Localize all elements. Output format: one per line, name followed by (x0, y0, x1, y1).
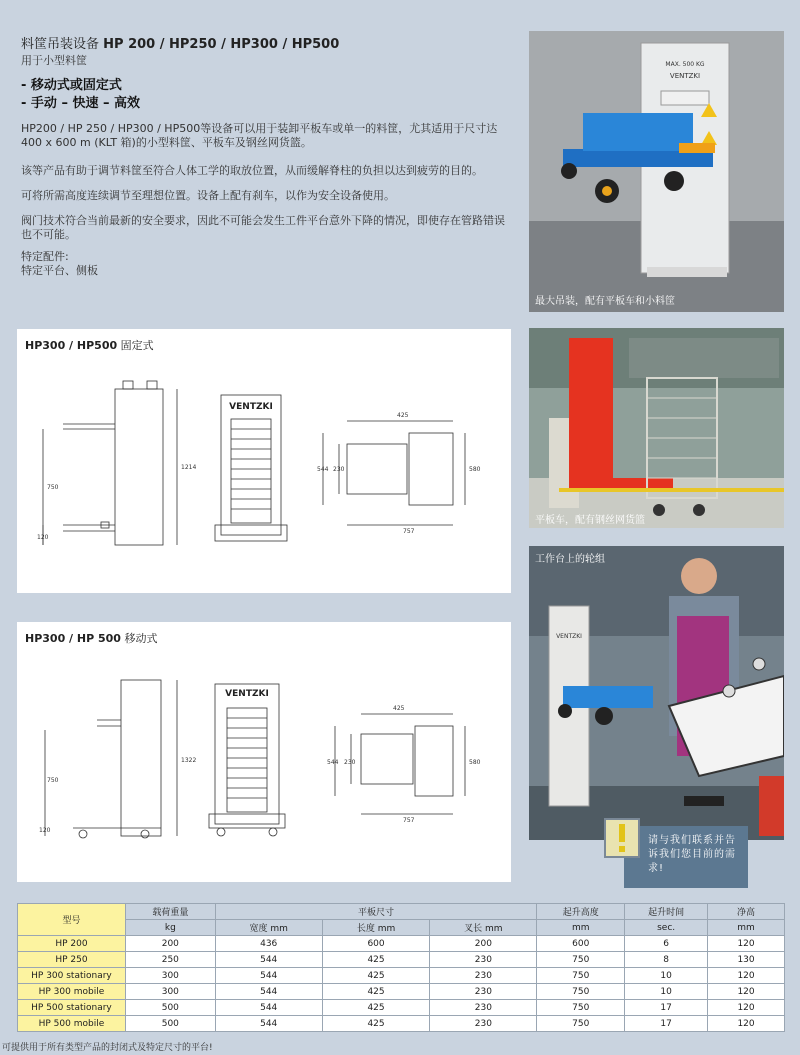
table-cell: 425 (322, 1016, 430, 1032)
table-cell: 200 (430, 936, 537, 952)
photo-3-brand: VENTZKI (556, 633, 582, 640)
contact-text: 请与我们联系并告诉我们您目前的需求! (648, 835, 736, 874)
table-cell-model: HP 500 mobile (18, 1016, 126, 1032)
header-lift-time: 起升时间 (625, 904, 708, 920)
table-cell: 500 (125, 1000, 215, 1016)
table-body (18, 936, 785, 1032)
table-cell-model: HP 500 stationary (18, 1000, 126, 1016)
table-cell: 500 (125, 1016, 215, 1032)
table-cell: 544 (215, 1000, 322, 1016)
table-cell: 17 (625, 1016, 708, 1032)
accessories-value: 特定平台、侧板 (21, 264, 98, 277)
table-cell: 750 (537, 984, 625, 1000)
table-row (18, 968, 785, 984)
table-cell: 425 (322, 1000, 430, 1016)
feature-2: - 手动 – 快速 – 高效 (21, 96, 141, 111)
mobile-dim-d2: 230 (344, 759, 356, 766)
table-cell: 600 (322, 936, 430, 952)
stationary-dim-h1: 750 (47, 484, 59, 491)
table-cell: 300 (125, 984, 215, 1000)
table-cell: 230 (430, 968, 537, 984)
table-cell: 120 (708, 968, 785, 984)
mobile-title-rest: 移动式 (120, 632, 158, 645)
table-cell: 120 (708, 1000, 785, 1016)
unit-lift-height: mm (537, 920, 625, 936)
table-cell: 17 (625, 1000, 708, 1016)
mobile-dim-w1: 425 (393, 705, 405, 712)
stationary-brand: VENTZKI (229, 402, 273, 412)
unit-width: 宽度 mm (215, 920, 322, 936)
photo-3-caption: 工作台上的轮组 (535, 554, 605, 565)
table-cell: 120 (708, 1016, 785, 1032)
unit-lift-time: sec. (625, 920, 708, 936)
table-row (18, 952, 785, 968)
page-title (21, 33, 339, 52)
mobile-brand: VENTZKI (225, 689, 269, 699)
table-cell: 544 (215, 968, 322, 984)
mobile-dim-h2: 1322 (181, 757, 197, 764)
table-row (18, 984, 785, 1000)
photo-1-plate: MAX. 500 KG (665, 61, 705, 68)
paragraph-1: HP200 / HP 250 / HP300 / HP500等设备可以用于装卸平板车或单一的料筐，尤其适用于尺寸达400 x 600 m (KLT 箱)的小型料筐、平板车及钢丝网货篮。 (21, 122, 498, 149)
stationary-dim-low: 120 (37, 534, 49, 541)
table-cell: 250 (125, 952, 215, 968)
mobile-dim-w2: 757 (403, 817, 415, 824)
table-cell: 750 (537, 1000, 625, 1016)
table-cell: 130 (708, 952, 785, 968)
table-cell: 300 (125, 968, 215, 984)
table-cell: 8 (625, 952, 708, 968)
table-row (18, 1000, 785, 1016)
table-cell: 10 (625, 984, 708, 1000)
table-cell-model: HP 300 stationary (18, 968, 126, 984)
stationary-dim-d2: 230 (333, 466, 345, 473)
header-clearance: 净高 (708, 904, 785, 920)
stationary-title-bold: HP300 / HP500 (25, 339, 118, 352)
unit-load: kg (125, 920, 215, 936)
paragraph-2: 该等产品有助于调节料筐至符合人体工学的取放位置，从而缓解脊柱的负担以达到疲劳的目的。 (21, 164, 483, 177)
mobile-technical-drawing (17, 622, 511, 882)
table-header-row-1 (18, 904, 785, 920)
table-cell: 425 (322, 984, 430, 1000)
table-cell: 230 (430, 984, 537, 1000)
stationary-dim-w1: 425 (397, 412, 409, 419)
header-model: 型号 (18, 904, 126, 936)
feature-1: - 移动式或固定式 (21, 78, 122, 93)
mobile-dim-d1: 544 (327, 759, 339, 766)
table-cell: 436 (215, 936, 322, 952)
photo-1-brand: VENTZKI (669, 72, 701, 80)
header-platform: 平板尺寸 (215, 904, 537, 920)
drawing-panel-mobile (17, 622, 511, 882)
footnote: 可提供用于所有类型产品的封闭式及特定尺寸的平台! (2, 1043, 213, 1053)
table-cell: 120 (708, 936, 785, 952)
stationary-dim-w2: 757 (403, 528, 415, 535)
table-cell: 750 (537, 968, 625, 984)
table-cell: 425 (322, 952, 430, 968)
stationary-technical-drawing (17, 329, 511, 593)
mobile-dim-d3: 580 (469, 759, 481, 766)
paragraph-3: 可将所需高度连续调节至理想位置。设备上配有刹车，以作为安全设备使用。 (21, 189, 395, 202)
table-cell: 200 (125, 936, 215, 952)
product-photo-1 (529, 31, 784, 312)
stationary-dim-h2: 1214 (181, 464, 197, 471)
page-subtitle: 用于小型料筐 (21, 54, 87, 67)
table-cell: 750 (537, 1016, 625, 1032)
table-cell: 120 (708, 984, 785, 1000)
product-photo-3 (529, 546, 784, 840)
spec-table (17, 903, 785, 1032)
table-row (18, 1016, 785, 1032)
info-bulb-icon (604, 818, 640, 858)
title-prefix: 料筐吊装设备 (21, 37, 100, 52)
paragraph-4: 阀门技术符合当前最新的安全要求，因此不可能会发生工件平台意外下降的情况，即使存在管路错误也不可能。 (21, 214, 505, 241)
stationary-dim-d1: 544 (317, 466, 329, 473)
table-cell: 544 (215, 1016, 322, 1032)
accessories-label: 特定配件: (21, 250, 69, 263)
table-cell: 230 (430, 952, 537, 968)
contact-box (624, 826, 748, 888)
table-cell: 6 (625, 936, 708, 952)
photo-2-illustration (529, 328, 784, 528)
unit-clearance: mm (708, 920, 785, 936)
table-cell: 600 (537, 936, 625, 952)
table-cell-model: HP 200 (18, 936, 126, 952)
header-lift-height: 起升高度 (537, 904, 625, 920)
table-cell: 425 (322, 968, 430, 984)
table-cell-model: HP 300 mobile (18, 984, 126, 1000)
stationary-title-rest: 固定式 (117, 339, 154, 352)
product-photo-2 (529, 328, 784, 528)
photo-1-caption: 最大吊装，配有平板车和小料筐 (535, 296, 675, 307)
table-cell: 230 (430, 1000, 537, 1016)
mobile-dim-low: 120 (39, 827, 51, 834)
unit-fork: 叉长 mm (430, 920, 537, 936)
table-cell: 230 (430, 1016, 537, 1032)
table-cell: 544 (215, 952, 322, 968)
stationary-dim-d3: 580 (469, 466, 481, 473)
header-load: 载荷重量 (125, 904, 215, 920)
mobile-dim-h1: 750 (47, 777, 59, 784)
table-row (18, 936, 785, 952)
photo-2-caption: 平板车，配有钢丝网货篮 (535, 515, 645, 526)
table-header-row-2 (18, 920, 785, 936)
photo-3-illustration (529, 546, 784, 840)
unit-length: 长度 mm (322, 920, 430, 936)
table-cell: 750 (537, 952, 625, 968)
table-cell: 10 (625, 968, 708, 984)
table-cell: 544 (215, 984, 322, 1000)
drawing-panel-stationary (17, 329, 511, 593)
photo-1-illustration (529, 31, 784, 312)
mobile-title-bold: HP300 / HP 500 (25, 632, 121, 645)
title-models: HP 200 / HP250 / HP300 / HP500 (103, 37, 340, 52)
table-cell-model: HP 250 (18, 952, 126, 968)
